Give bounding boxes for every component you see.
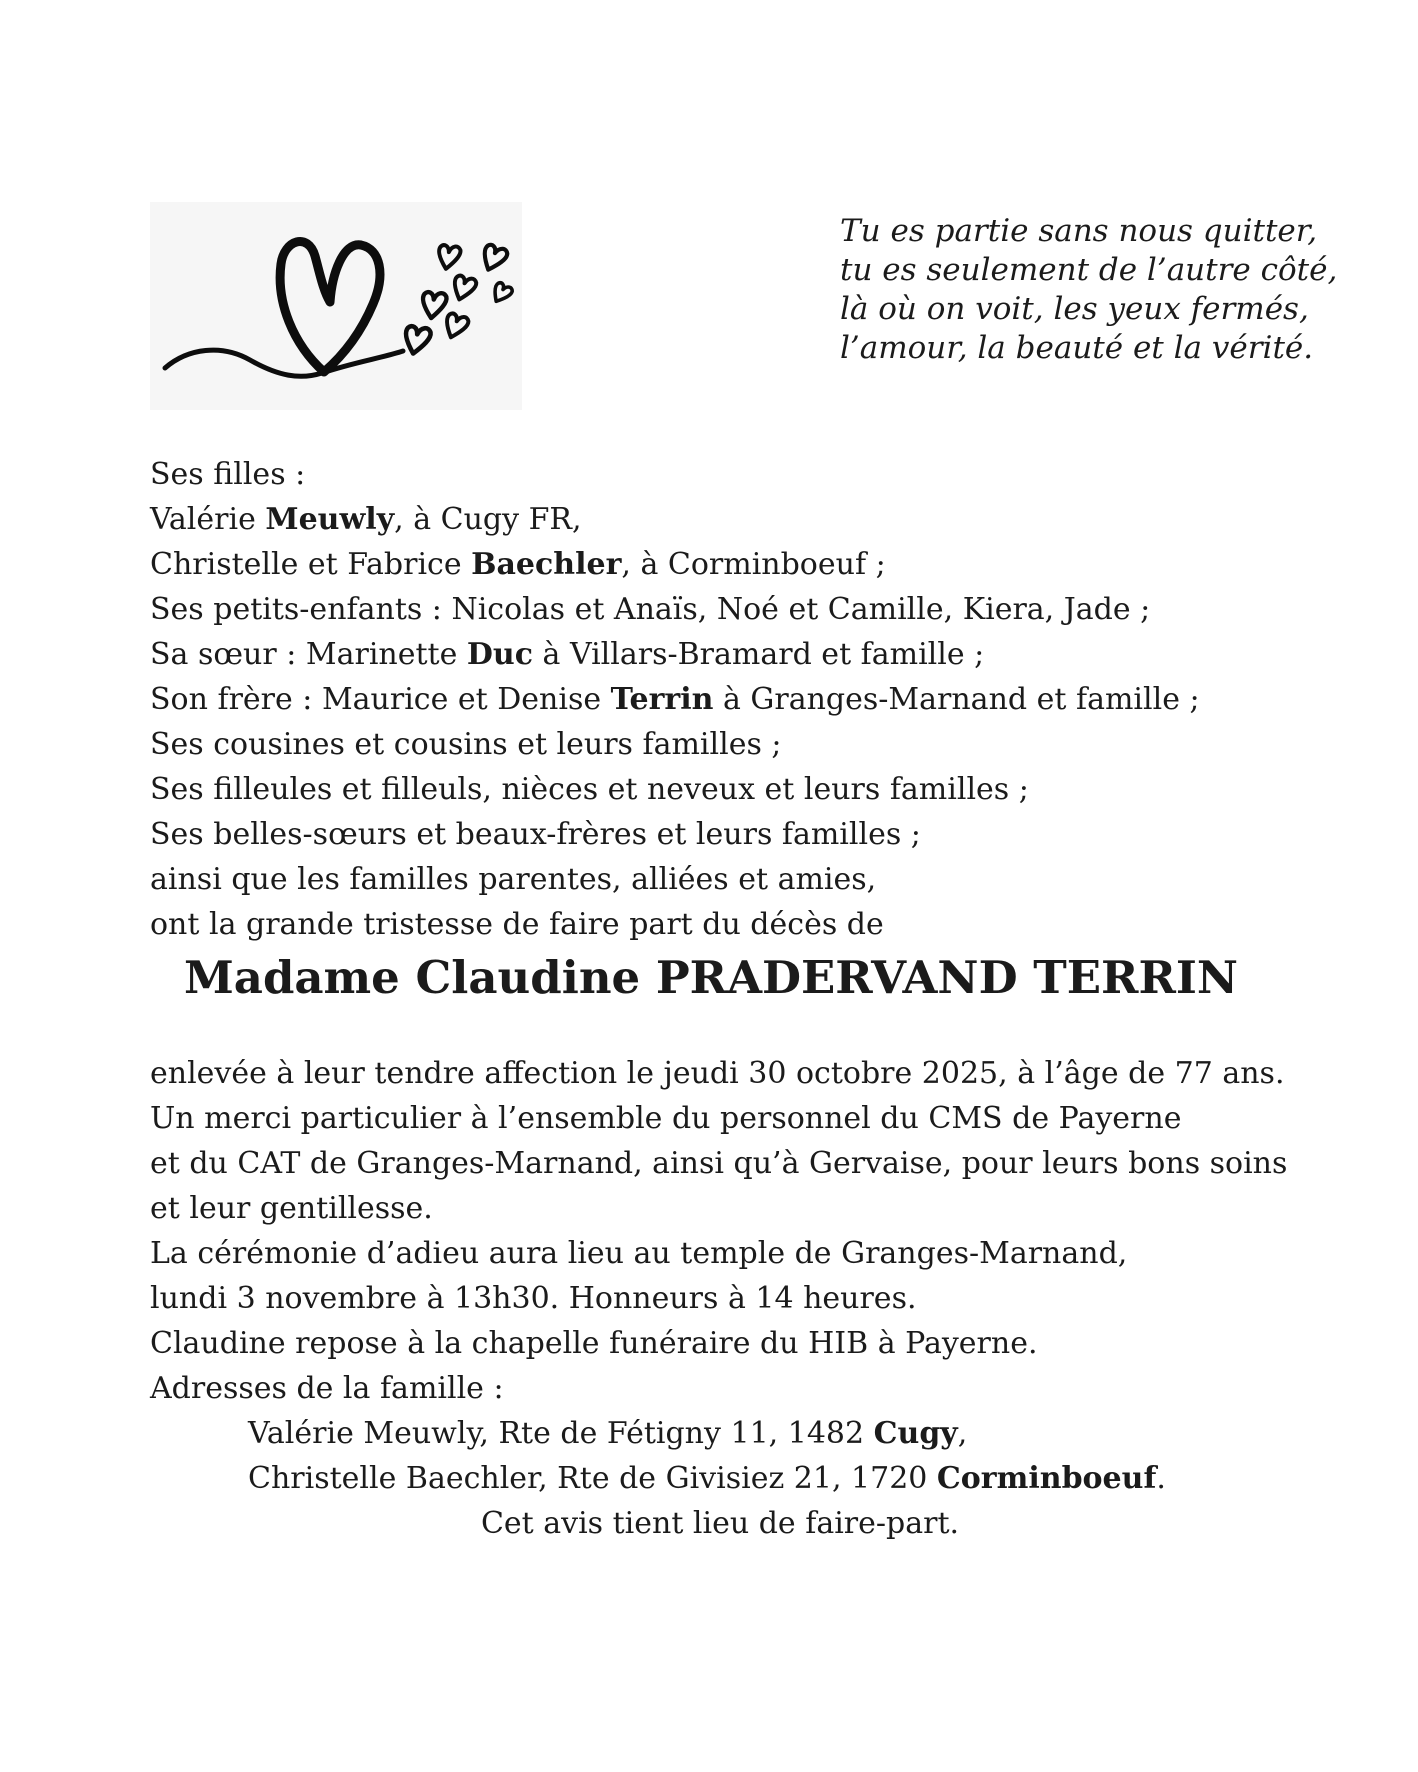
text-line bbox=[150, 452, 1290, 497]
big-heart-path bbox=[280, 242, 380, 372]
small-heart-icon bbox=[402, 324, 432, 356]
text-segment: et du CAT de Granges-Marnand, ainsi qu’à Gervaise, pour leurs bons soins bbox=[150, 1146, 1288, 1181]
small-heart-icon bbox=[450, 274, 478, 303]
text-line bbox=[150, 1141, 1290, 1186]
text-segment: à Granges-Marnand et famille ; bbox=[713, 682, 1200, 717]
text-segment: lundi 3 novembre à 13h30. Honneurs à 14 heures. bbox=[150, 1281, 917, 1316]
text-line bbox=[150, 497, 1290, 542]
small-heart-icon bbox=[479, 243, 509, 275]
text-segment: à Villars-Bramard et famille ; bbox=[532, 637, 985, 672]
text-segment: Ses belles-sœurs et beaux-frères et leurs familles ; bbox=[150, 817, 921, 852]
text-line bbox=[150, 1456, 1290, 1501]
text-segment: ont la grande tristesse de faire part du décès de bbox=[150, 907, 884, 942]
text-line bbox=[150, 1321, 1290, 1366]
poem-line: l’amour, la beauté et la vérité. bbox=[840, 330, 1314, 366]
text-segment: Christelle et Fabrice bbox=[150, 547, 472, 582]
text-segment: . bbox=[1156, 1461, 1166, 1496]
heart-doodle-icon bbox=[150, 202, 522, 410]
small-heart-icon bbox=[489, 281, 513, 306]
poem-line: là où on voit, les yeux fermés, bbox=[840, 291, 1309, 327]
ceremony-details-block bbox=[150, 1051, 1290, 1546]
text-line bbox=[150, 722, 1290, 767]
text-segment: enlevée à leur tendre affection le jeudi 30 octobre 2025, à l’âge de 77 ans. bbox=[150, 1056, 1285, 1091]
poem-line: tu es seulement de l’autre côté, bbox=[840, 252, 1338, 288]
text-segment: ainsi que les familles parentes, alliées et amies, bbox=[150, 862, 877, 897]
text-line bbox=[150, 1231, 1290, 1276]
text-segment: Ses cousines et cousins et leurs familles ; bbox=[150, 727, 782, 762]
text-segment: , bbox=[957, 1416, 968, 1451]
bold-name-segment: Terrin bbox=[610, 682, 714, 717]
text-segment: Adresses de la famille : bbox=[150, 1371, 504, 1406]
text-segment: Valérie bbox=[150, 502, 266, 537]
small-heart-icon bbox=[442, 312, 470, 342]
text-line bbox=[150, 542, 1290, 587]
text-line bbox=[150, 677, 1290, 722]
family-list-block bbox=[150, 452, 1290, 947]
text-segment: Son frère : Maurice et Denise bbox=[150, 682, 611, 717]
small-heart-icon bbox=[420, 291, 447, 320]
text-segment: Valérie Meuwly, Rte de Fétigny 11, 1482 bbox=[248, 1416, 874, 1451]
text-line bbox=[150, 902, 1290, 947]
heart-artwork-box bbox=[150, 202, 522, 410]
text-segment: Un merci particulier à l’ensemble du personnel du CMS de Payerne bbox=[150, 1101, 1182, 1136]
text-segment: La cérémonie d’adieu aura lieu au temple de Granges-Marnand, bbox=[150, 1236, 1128, 1271]
text-segment: , à Cugy FR, bbox=[394, 502, 582, 537]
small-heart-icon bbox=[436, 244, 461, 271]
text-line bbox=[150, 1501, 1290, 1546]
bold-name-segment: Corminboeuf bbox=[936, 1461, 1157, 1496]
text-segment: Cet avis tient lieu de faire-part. bbox=[480, 1506, 960, 1541]
bold-name-segment: Cugy bbox=[873, 1416, 958, 1451]
text-line bbox=[150, 1096, 1290, 1141]
text-line bbox=[150, 587, 1290, 632]
poem-block bbox=[840, 212, 1338, 368]
text-segment: Ses filleules et filleuls, nièces et neveux et leurs familles ; bbox=[150, 772, 1029, 807]
bold-name-segment: Baechler bbox=[471, 547, 622, 582]
bold-name-segment: Meuwly bbox=[265, 502, 395, 537]
text-line bbox=[150, 632, 1290, 677]
swoosh-line bbox=[165, 350, 403, 376]
text-segment: Ses petits-enfants : Nicolas et Anaïs, Noé et Camille, Kiera, Jade ; bbox=[150, 592, 1151, 627]
poem-line: Tu es partie sans nous quitter, bbox=[840, 213, 1318, 249]
text-segment: Christelle Baechler, Rte de Givisiez 21, 1720 bbox=[248, 1461, 937, 1496]
text-line bbox=[150, 812, 1290, 857]
text-line bbox=[150, 1411, 1290, 1456]
text-line bbox=[150, 767, 1290, 812]
text-segment: Ses filles : bbox=[150, 457, 306, 492]
bold-name-segment: Duc bbox=[466, 637, 533, 672]
text-line bbox=[150, 1186, 1290, 1231]
text-line bbox=[150, 1051, 1290, 1096]
deceased-name-title: Madame Claudine PRADERVAND TERRIN bbox=[183, 951, 1239, 1004]
text-segment: Sa sœur : Marinette bbox=[150, 637, 467, 672]
text-line bbox=[150, 857, 1290, 902]
text-line bbox=[150, 1366, 1290, 1411]
text-segment: Claudine repose à la chapelle funéraire du HIB à Payerne. bbox=[150, 1326, 1038, 1361]
text-segment: , à Corminboeuf ; bbox=[621, 547, 886, 582]
text-line bbox=[150, 1276, 1290, 1321]
text-segment: et leur gentillesse. bbox=[150, 1191, 433, 1226]
